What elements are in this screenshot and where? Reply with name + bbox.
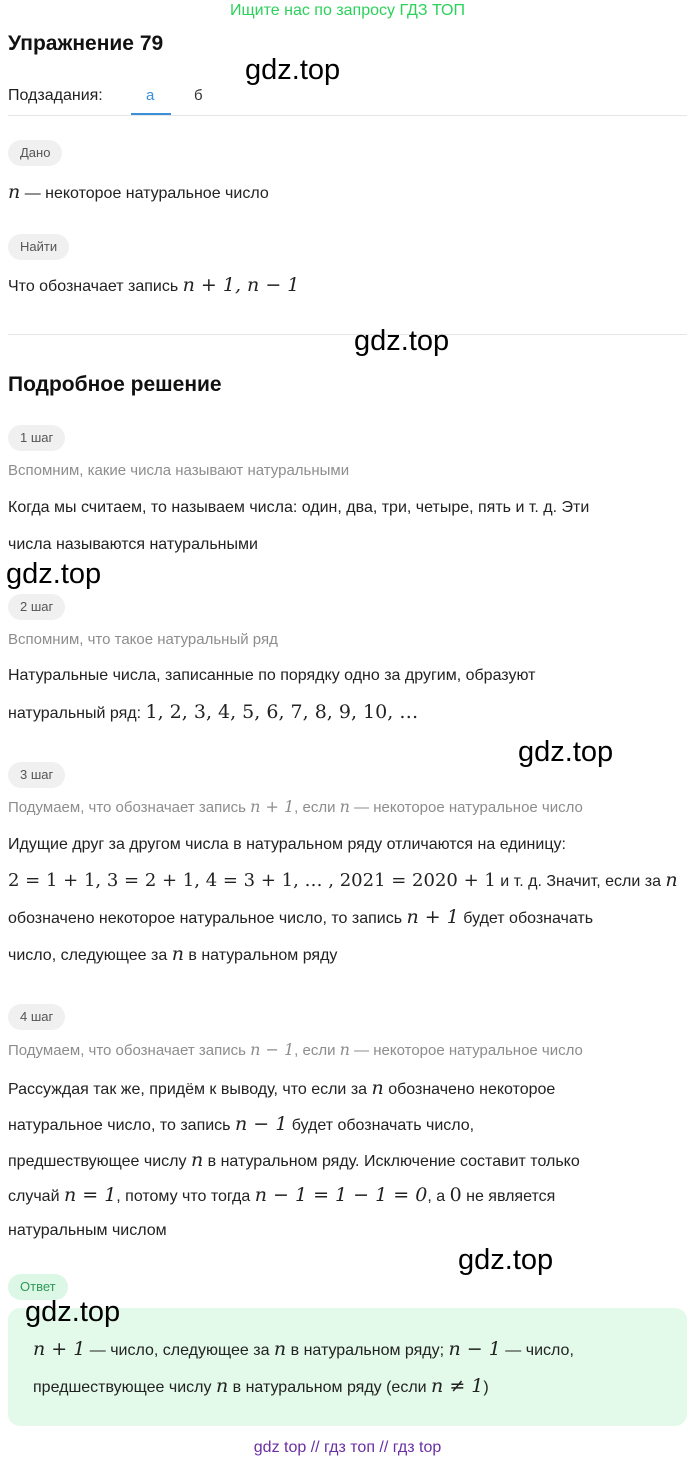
step-hint: Подумаем, что обозначает запись n + 1, если n — некоторое натуральное число — [8, 797, 583, 816]
tab-subtask-b[interactable]: б — [194, 87, 203, 104]
step-text: натуральное число, то запись n − 1 будет обозначать число, — [8, 1113, 475, 1135]
step-text: случай n = 1, потому что тогда n − 1 = 1 − 1 = 0, а 0 не является — [8, 1184, 556, 1206]
step-hint: Вспомним, какие числа называют натуральными — [8, 462, 350, 479]
step-text: число, следующее за n в натуральном ряду — [8, 943, 338, 965]
step-chip: 4 шаг — [8, 1004, 65, 1030]
find-text: Что обозначает запись n + 1, n − 1 — [8, 274, 300, 296]
watermark: gdz.top — [354, 325, 450, 357]
step-text: натуральный ряд: 1, 2, 3, 4, 5, 6, 7, 8, 9, 10, … — [8, 701, 419, 723]
watermark: gdz.top — [245, 54, 341, 86]
step-text: Идущие друг за другом числа в натуральном ряду отличаются на единицу: — [8, 836, 566, 853]
step-text: Рассуждая так же, придём к выводу, что если за n обозначено некоторое — [8, 1077, 556, 1099]
watermark: gdz.top — [518, 736, 614, 768]
step-chip: 2 шаг — [8, 594, 65, 620]
watermark: gdz.top — [25, 1296, 121, 1328]
subtasks-label: Подзадания: — [8, 87, 103, 104]
given-chip: Дано — [8, 140, 62, 166]
page-title: Упражнение 79 — [8, 32, 164, 55]
footer-links[interactable]: gdz top // гдз топ // гдз top — [253, 1439, 442, 1456]
divider — [8, 334, 687, 335]
tab-subtask-a[interactable]: а — [146, 87, 155, 104]
given-text: n — некоторое натуральное число — [8, 181, 269, 203]
step-chip: 1 шаг — [8, 425, 65, 451]
step-text: натуральным числом — [8, 1222, 167, 1239]
step-hint: Вспомним, что такое натуральный ряд — [8, 631, 278, 648]
step-hint: Подумаем, что обозначает запись n − 1, если n — некоторое натуральное число — [8, 1040, 583, 1059]
step-text: предшествующее числу n в натуральном ряду. Исключение составит только — [8, 1149, 580, 1171]
find-chip: Найти — [8, 234, 69, 260]
watermark: gdz.top — [458, 1244, 554, 1276]
step-text: Когда мы считаем, то называем числа: один, два, три, четыре, пять и т. д. Эти — [8, 499, 590, 516]
step-chip: 3 шаг — [8, 762, 65, 788]
divider — [8, 115, 687, 116]
answer-text: предшествующее числу n в натуральном ряду (если n ≠ 1) — [33, 1375, 489, 1397]
answer-text: n + 1 — число, следующее за n в натуральном ряду; n − 1 — число, — [33, 1338, 574, 1360]
step-text: 2 = 1 + 1, 3 = 2 + 1, 4 = 3 + 1, … , 2021 = 2020 + 1 и т. д. Значит, если за n — [8, 869, 678, 891]
promo-banner[interactable]: Ищите нас по запросу ГДЗ ТОП — [230, 2, 465, 19]
answer-chip: Ответ — [8, 1274, 68, 1300]
step-text: числа называются натуральными — [8, 536, 258, 553]
step-text: Натуральные числа, записанные по порядку одно за другим, образуют — [8, 667, 536, 684]
watermark: gdz.top — [6, 558, 102, 590]
solution-title: Подробное решение — [8, 373, 222, 396]
step-text: обозначено некоторое натуральное число, то запись n + 1 будет обозначать — [8, 906, 594, 928]
